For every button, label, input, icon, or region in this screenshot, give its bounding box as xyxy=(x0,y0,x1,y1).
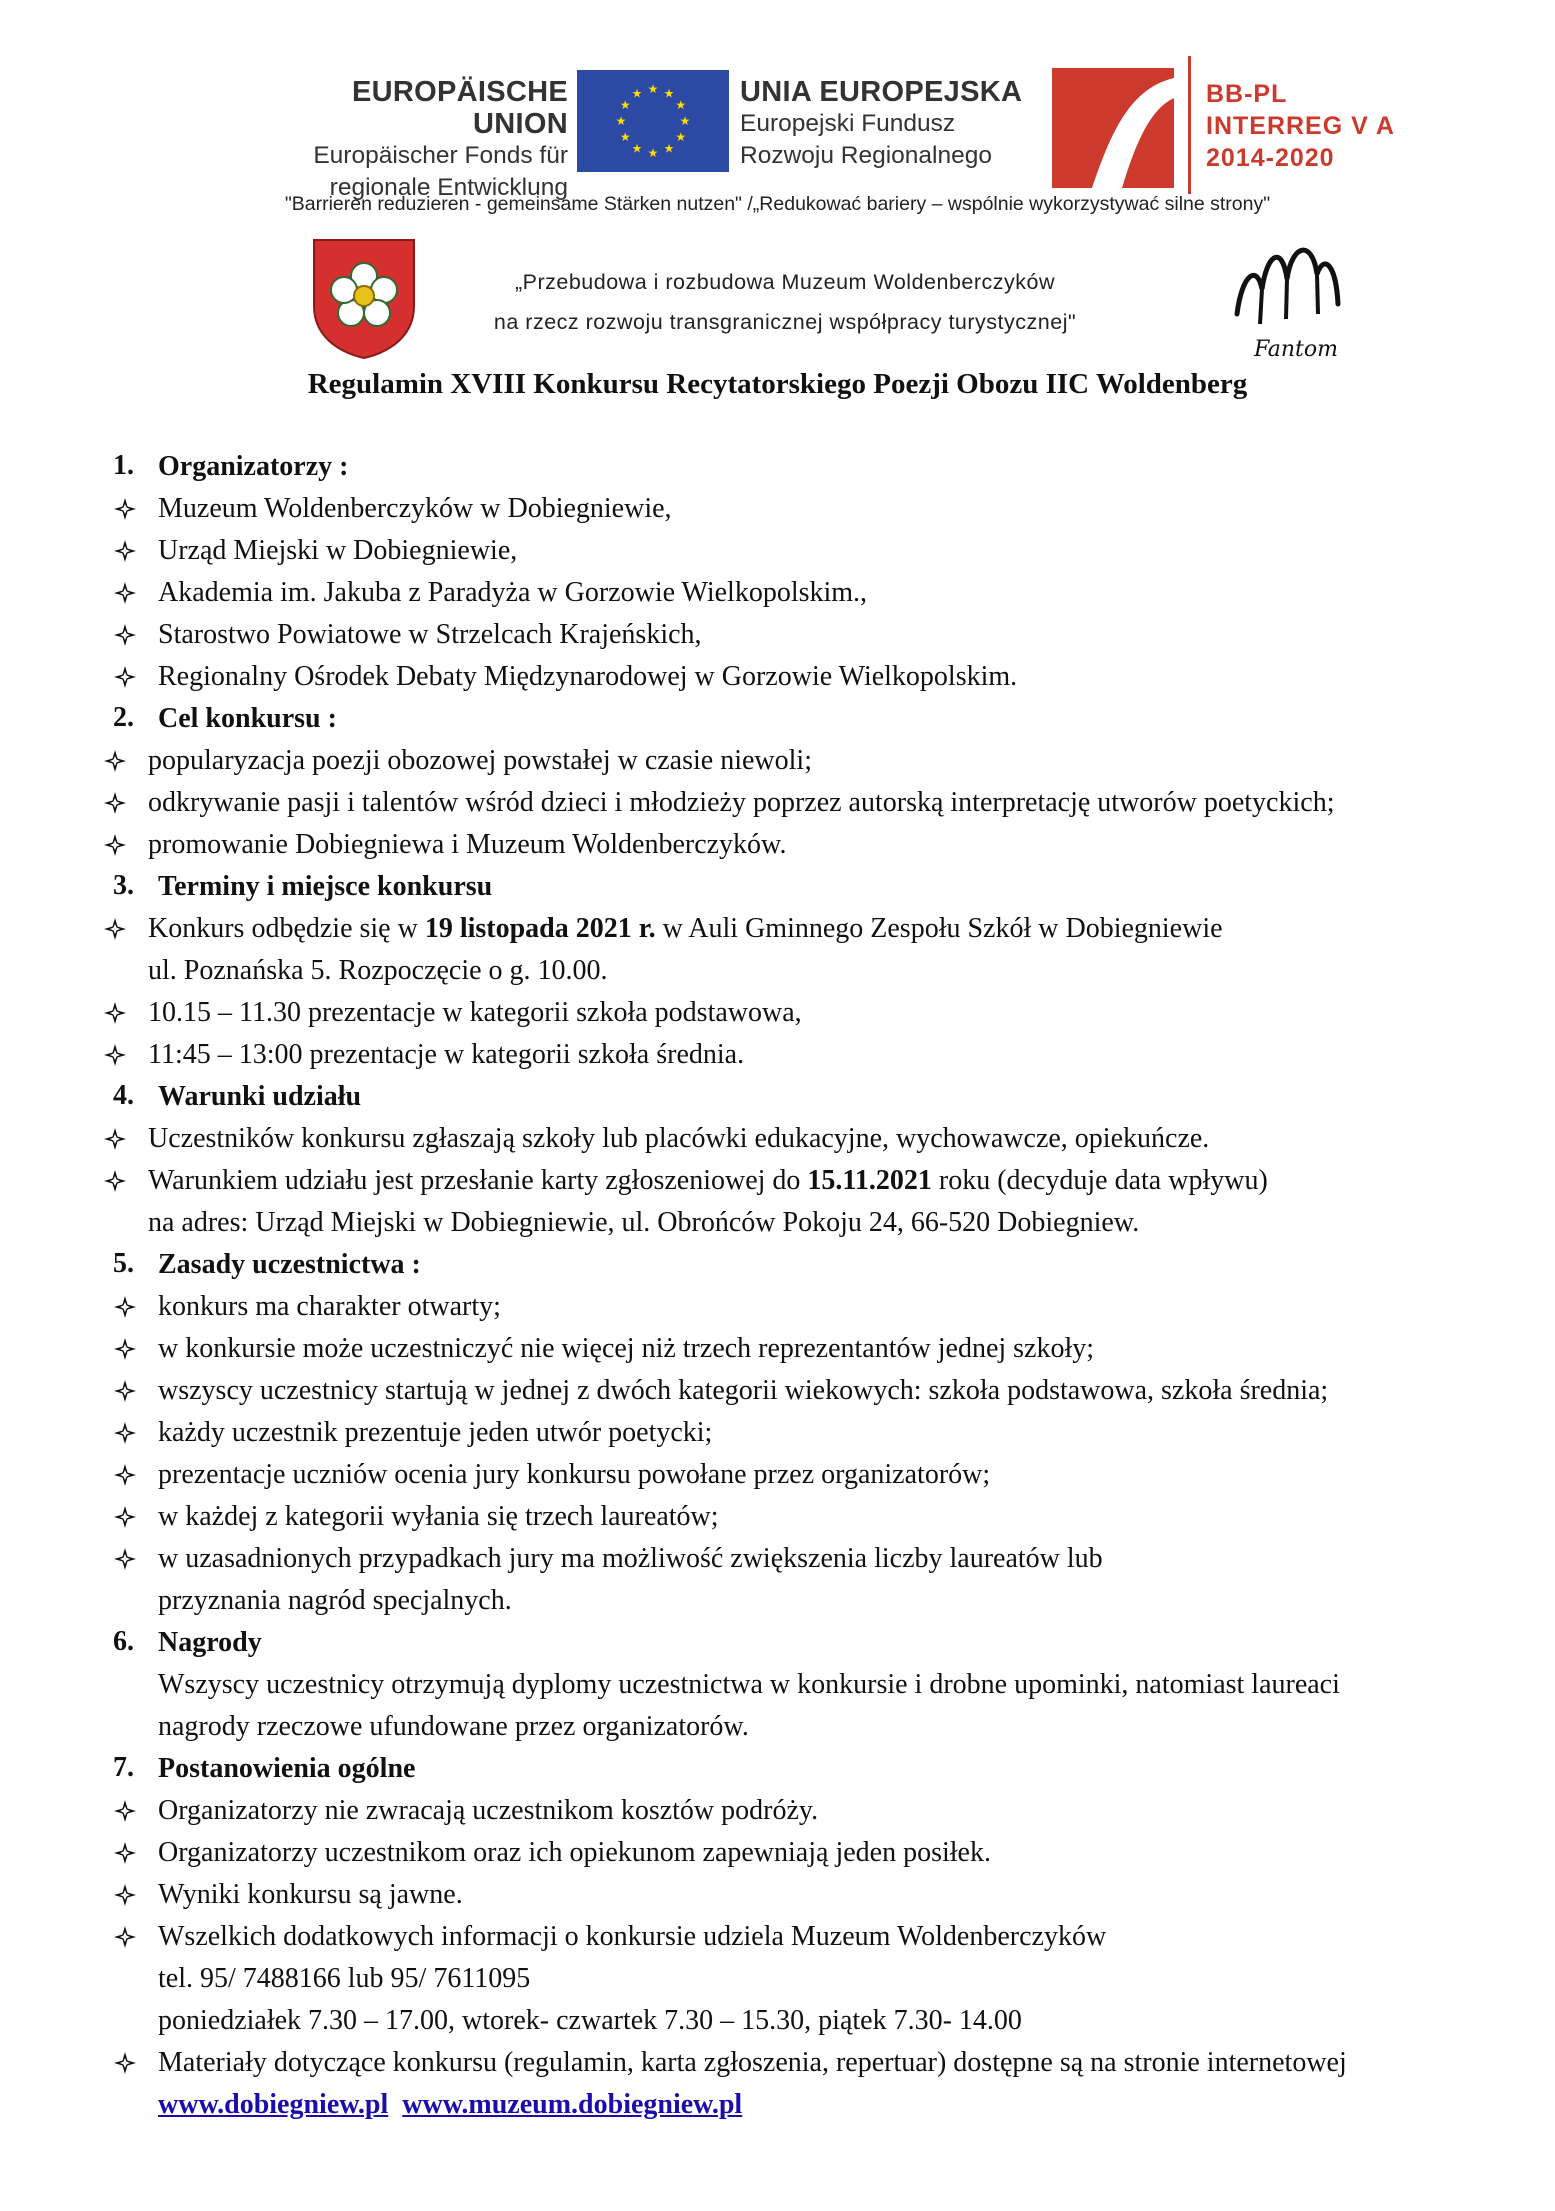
interreg-divider xyxy=(1188,56,1191,194)
list-item: w każdej z kategorii wyłania się trzech laureatów; xyxy=(158,1501,719,1532)
diamond-star-bullet-icon xyxy=(114,540,136,562)
section-heading-rules: Zasady uczestnictwa : xyxy=(158,1249,421,1280)
list-item: Wszelkich dodatkowych informacji o konkursie udziela Muzeum Woldenberczyków xyxy=(158,1921,1107,1952)
diamond-star-bullet-icon xyxy=(114,1884,136,1906)
eu-pl-line1: Europejski Fundusz xyxy=(740,110,956,137)
website-links xyxy=(158,2084,742,2126)
eu-star-icon: ★ xyxy=(631,141,643,156)
project-title xyxy=(420,262,1150,342)
eu-pl-line2: Rozwoju Regionalnego xyxy=(740,142,992,169)
diamond-star-bullet-icon xyxy=(114,1338,136,1360)
diamond-star-bullet-icon xyxy=(114,666,136,688)
eu-star-icon: ★ xyxy=(679,114,691,128)
diamond-star-bullet-icon xyxy=(114,1506,136,1528)
paragraph-line: Wszyscy uczestnicy otrzymują dyplomy uczestnictwa w konkursie i drobne upominki, natomiast laureaci xyxy=(158,1669,1340,1700)
section-heading-conditions: Warunki udziału xyxy=(158,1081,362,1112)
list-item: w uzasadnionych przypadkach jury ma możliwość zwiększenia liczby laureatów lub xyxy=(158,1543,1103,1574)
fantom-logo-icon xyxy=(1232,234,1342,364)
eu-star-icon: ★ xyxy=(619,98,631,112)
link-muzeum-dobiegniew[interactable]: www.muzeum.dobiegniew.pl xyxy=(402,2089,743,2120)
list-item: Regionalny Ośrodek Debaty Międzynarodowej w Gorzowie Wielkopolskim. xyxy=(158,661,1018,692)
list-item-continuation: ul. Poznańska 5. Rozpoczęcie o g. 10.00. xyxy=(148,955,608,986)
section-heading-prizes: Nagrody xyxy=(158,1627,262,1658)
list-item: Wyniki konkursu są jawne. xyxy=(158,1879,463,1910)
eu-star-icon: ★ xyxy=(647,82,659,96)
contact-phone: tel. 95/ 7488166 lub 95/ 7611095 xyxy=(158,1963,531,1994)
diamond-star-bullet-icon xyxy=(114,498,136,520)
list-item: wszyscy uczestnicy startują w jednej z dwóch kategorii wiekowych: szkoła podstawowa, szkoła średnia; xyxy=(158,1375,1329,1406)
list-item: odkrywanie pasji i talentów wśród dzieci i młodzieży poprzez autorską interpretację utworów poetyckich; xyxy=(148,787,1335,818)
diamond-star-bullet-icon xyxy=(114,1926,136,1948)
list-item: 10.15 – 11.30 prezentacje w kategorii szkoła podstawowa, xyxy=(148,997,802,1028)
list-item: w konkursie może uczestniczyć nie więcej niż trzech reprezentantów jednej szkoły; xyxy=(158,1333,1095,1364)
document-title: Regulamin XVIII Konkursu Recytatorskiego Poezji Obozu IIC Woldenberg xyxy=(307,368,1248,400)
diamond-star-bullet-icon xyxy=(104,1002,126,1024)
diamond-star-bullet-icon xyxy=(114,1800,136,1822)
eu-star-icon: ★ xyxy=(619,130,631,144)
project-motto: "Barrieren reduzieren - gemeinsame Stärken nutzen" /„Redukować bariery – wspólnie wykorzystywać silne strony" xyxy=(284,193,1271,215)
list-item: Urząd Miejski w Dobiegniewie, xyxy=(158,535,518,566)
interreg-line2: INTERREG V A xyxy=(1206,112,1395,140)
eu-de-title: EUROPÄISCHE UNION xyxy=(352,76,568,140)
section-number: 5. xyxy=(113,1248,134,1279)
section-number: 6. xyxy=(113,1626,134,1657)
eu-flag-icon xyxy=(577,70,729,172)
diamond-star-bullet-icon xyxy=(104,1128,126,1150)
interreg-line1: BB-PL xyxy=(1206,80,1288,108)
list-item-continuation: na adres: Urząd Miejski w Dobiegniewie, ul. Obrońców Pokoju 24, 66-520 Dobiegniew. xyxy=(148,1207,1140,1238)
link-dobiegniew[interactable]: www.dobiegniew.pl xyxy=(158,2089,389,2120)
list-item: Warunkiem udziału jest przesłanie karty zgłoszeniowej do 15.11.2021 roku (decyduje data wpływu) xyxy=(148,1165,1268,1196)
section-number: 1. xyxy=(113,450,134,481)
section-number: 7. xyxy=(113,1752,134,1783)
eu-star-icon: ★ xyxy=(647,146,659,160)
interreg-logo-icon xyxy=(1052,68,1174,188)
project-line1: „Przebudowa i rozbudowa Muzeum Woldenberczyków xyxy=(514,270,1056,294)
eu-star-icon: ★ xyxy=(615,114,627,128)
list-item: Konkurs odbędzie się w 19 listopada 2021 r. w Auli Gminnego Zespołu Szkół w Dobiegniewie xyxy=(148,913,1223,944)
list-item: Organizatorzy nie zwracają uczestnikom kosztów podróży. xyxy=(158,1795,819,1826)
project-line2: na rzecz rozwoju transgranicznej współpracy turystycznej" xyxy=(493,310,1077,334)
list-item: Materiały dotyczące konkursu (regulamin, karta zgłoszenia, repertuar) dostępne są na stronie internetowej xyxy=(158,2047,1347,2078)
eu-star-icon: ★ xyxy=(675,130,687,144)
diamond-star-bullet-icon xyxy=(114,1422,136,1444)
diamond-star-bullet-icon xyxy=(114,2052,136,2074)
diamond-star-bullet-icon xyxy=(104,834,126,856)
list-item: Akademia im. Jakuba z Paradyża w Gorzowie Wielkopolskim., xyxy=(158,577,868,608)
section-number: 3. xyxy=(113,870,134,901)
diamond-star-bullet-icon xyxy=(114,582,136,604)
list-item: Starostwo Powiatowe w Strzelcach Krajeńskich, xyxy=(158,619,702,650)
fantom-label: Fantom xyxy=(1254,337,1339,362)
dobiegniew-coat-of-arms-icon xyxy=(310,236,418,361)
interreg-line3: 2014-2020 xyxy=(1206,144,1335,172)
section-number: 2. xyxy=(113,702,134,733)
interreg-text xyxy=(1206,78,1395,174)
diamond-star-bullet-icon xyxy=(104,792,126,814)
header-logos xyxy=(0,0,1555,420)
list-item: promowanie Dobiegniewa i Muzeum Woldenberczyków. xyxy=(148,829,787,860)
list-item: 11:45 – 13:00 prezentacje w kategorii szkoła średnia. xyxy=(148,1039,745,1070)
diamond-star-bullet-icon xyxy=(114,1842,136,1864)
diamond-star-bullet-icon xyxy=(114,624,136,646)
section-heading-dates: Terminy i miejsce konkursu xyxy=(158,871,493,902)
eu-pl-title: UNIA EUROPEJSKA xyxy=(740,76,1023,108)
list-item: prezentacje uczniów ocenia jury konkursu powołane przez organizatorów; xyxy=(158,1459,991,1490)
eu-de-line1: Europäischer Fonds für xyxy=(313,142,568,169)
eu-star-icon: ★ xyxy=(663,86,675,101)
section-heading-organizers: Organizatorzy : xyxy=(158,451,349,482)
list-item: Muzeum Woldenberczyków w Dobiegniewie, xyxy=(158,493,672,524)
list-item: konkurs ma charakter otwarty; xyxy=(158,1291,501,1322)
section-number: 4. xyxy=(113,1080,134,1111)
list-item: popularyzacja poezji obozowej powstałej w czasie niewoli; xyxy=(148,745,812,776)
diamond-star-bullet-icon xyxy=(104,1170,126,1192)
list-item: Organizatorzy uczestnikom oraz ich opiekunom zapewniają jeden posiłek. xyxy=(158,1837,991,1868)
diamond-star-bullet-icon xyxy=(104,918,126,940)
section-heading-general: Postanowienia ogólne xyxy=(158,1753,416,1784)
eu-star-icon: ★ xyxy=(663,141,675,156)
paragraph-line: nagrody rzeczowe ufundowane przez organizatorów. xyxy=(158,1711,749,1742)
diamond-star-bullet-icon xyxy=(114,1380,136,1402)
diamond-star-bullet-icon xyxy=(114,1296,136,1318)
diamond-star-bullet-icon xyxy=(114,1548,136,1570)
diamond-star-bullet-icon xyxy=(114,1464,136,1486)
list-item-continuation: przyznania nagród specjalnych. xyxy=(158,1585,512,1616)
diamond-star-bullet-icon xyxy=(104,1044,126,1066)
list-item: każdy uczestnik prezentuje jeden utwór poetycki; xyxy=(158,1417,713,1448)
list-item: Uczestników konkursu zgłaszają szkoły lub placówki edukacyjne, wychowawcze, opiekuńcze. xyxy=(148,1123,1210,1154)
opening-hours: poniedziałek 7.30 – 17.00, wtorek- czwartek 7.30 – 15.30, piątek 7.30- 14.00 xyxy=(158,2005,1022,2036)
eu-star-icon: ★ xyxy=(675,98,687,112)
eu-star-icon: ★ xyxy=(631,86,643,101)
section-heading-goal: Cel konkursu : xyxy=(158,703,337,734)
eu-de-line2: regionale Entwicklung xyxy=(329,174,568,201)
diamond-star-bullet-icon xyxy=(104,750,126,772)
eu-logo-german-text xyxy=(250,76,568,204)
eu-logo-polish-text xyxy=(740,76,1060,172)
